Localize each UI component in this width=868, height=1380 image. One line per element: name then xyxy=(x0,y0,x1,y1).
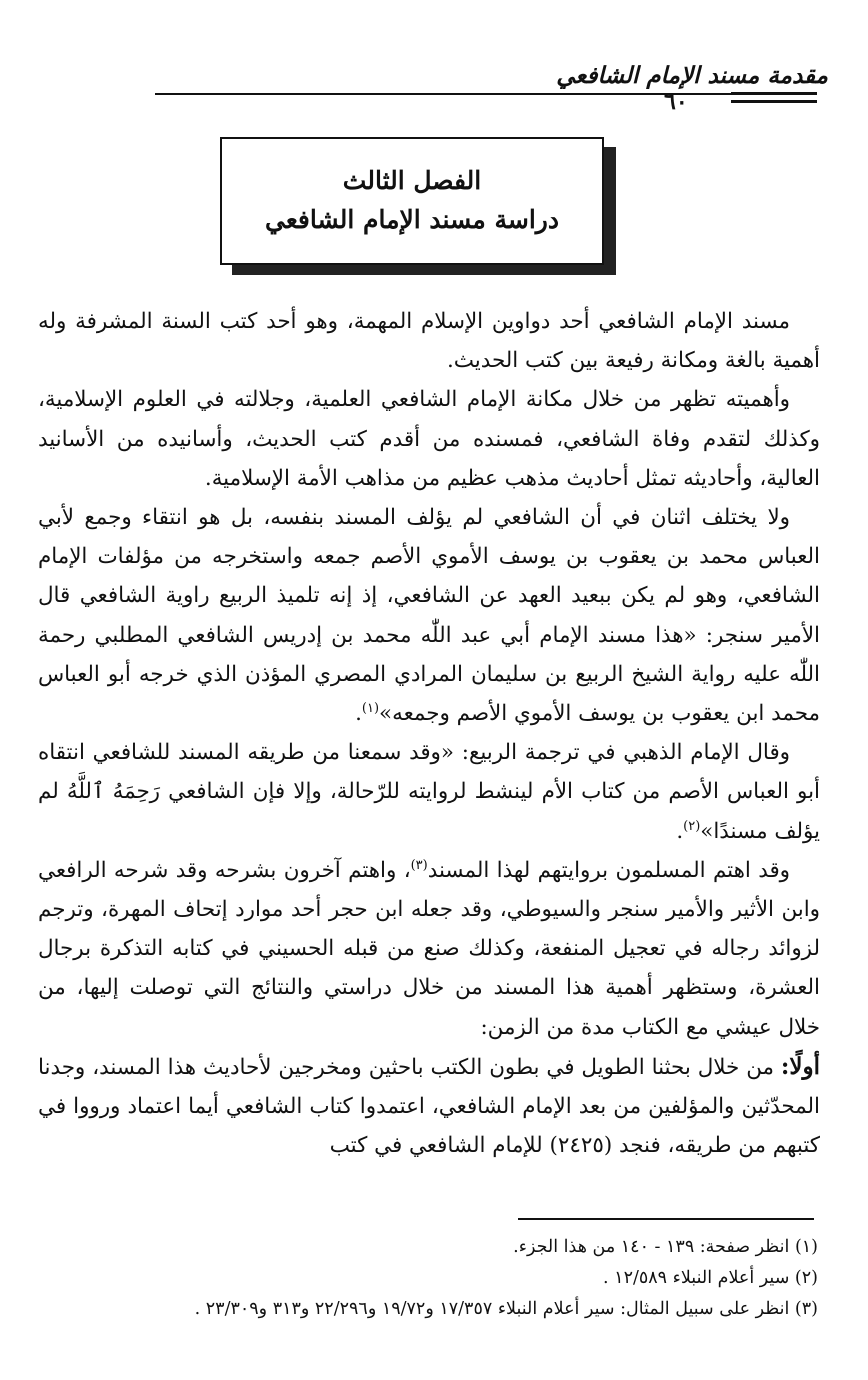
paragraph-2: وأهميته تظهر من خلال مكانة الإمام الشافعي العلمية، وجلالته في العلوم الإسلامية، وكذلك لتقدم وفاة الشافعي، فمسنده من أقدم كتب الحديث، وأسانيده من الأسانيد العالية، وأحاديثه تمثل أحاديث مذهب عظيم من مذاهب الأمة الإسلامية. xyxy=(38,387,820,491)
footnotes xyxy=(38,1232,818,1325)
running-title: مقدمة مسند الإمام الشافعي xyxy=(556,62,828,89)
paragraph-6-text: من خلال بحثنا الطويل في بطون الكتب باحثين ومخرجين لأحاديث هذا المسند، وجدنا المحدّثين والمؤلفين من بعد الإمام الشافعي، اعتمدوا كتاب الشافعي أيما اعتماد ورووا في كتبهم من طريقه، فنجد (٢٤٢٥) للإمام الشافعي في كتب xyxy=(38,1054,820,1159)
paragraph-4-text: وقال الإمام الذهبي في ترجمة الربيع: «وقد سمعنا من طريقه المسند للشافعي انتقاه أبو العباس الأصم من كتاب الأم لينشط لروايته للرّحالة، وإلا فإن الشافعي رَحِمَهُ ٱللَّهُ لم يؤلف مسندًا» xyxy=(38,740,820,844)
paragraph-3 xyxy=(38,498,820,733)
paragraph-6 xyxy=(38,1047,820,1166)
paragraph-6-lead: أولًا: xyxy=(780,1052,820,1080)
decorative-rule-bottom xyxy=(731,100,817,103)
footnote-3: (٣) انظر على سبيل المثال: سير أعلام النبلاء ١٧/٣٥٧ و١٩/٧٢ و٢٢/٢٩٦ و٣١٣ و٢٣/٣٠٩ . xyxy=(194,1299,818,1319)
paragraph-5-text-b: ، واهتم آخرون بشرحه وقد شرحه الرافعي وابن الأثير والأمير سنجر والسيوطي، وقد جعله ابن حجر أحد موارد إتحاف المهرة، وترجم لزوائد رجاله في تعجيل المنفعة، وكذلك صنع من قبله الحسيني في كتابه التذكرة برجال العشرة، وستظهر أهمية هذا المسند من خلال دراستي والنتائج التي توصلت إليها، من خلال عيشي مع الكتاب مدة من الزمن: xyxy=(38,857,820,1040)
body-text xyxy=(38,302,820,1165)
footnote-separator xyxy=(518,1218,814,1220)
paragraph-4 xyxy=(38,733,820,851)
footnote-ref-1[interactable]: (١) xyxy=(361,700,380,716)
footnote-1: (١) انظر صفحة: ١٣٩ - ١٤٠ من هذا الجزء. xyxy=(513,1237,818,1257)
header-rule xyxy=(155,93,813,95)
decorative-rule-top xyxy=(731,92,817,95)
chapter-heading-box xyxy=(220,137,604,265)
chapter-title: الفصل الثالث xyxy=(342,166,482,196)
paragraph-4-end: . xyxy=(676,818,684,844)
paragraph-3-text: ولا يختلف اثنان في أن الشافعي لم يؤلف المسند بنفسه، بل هو انتقاء وجمع لأبي العباس محمد بن يعقوب بن يوسف الأموي الأصم جمعه واستخرجه من مؤلفات الإمام الشافعي، وهو لم يكن ببعيد العهد عن الشافعي، إذ إنه تلميذ الربيع راوية الشافعي قال الأمير سنجر: «هذا مسند الإمام أبي عبد اللّٰه محمد بن إدريس الشافعي المطلبي رحمة اللّٰه عليه رواية الشيخ الربيع بن سليمان المرادي المصري المؤذن الذي خرجه أبو العباس محمد ابن يعقوب بن يوسف الأموي الأصم وجمعه» xyxy=(38,505,820,727)
paragraph-3-end: . xyxy=(355,701,362,727)
page-number: ٦٠ xyxy=(664,89,688,115)
paragraph-5-text-a: وقد اهتم المسلمون بروايتهم لهذا المسند xyxy=(427,857,790,883)
footnote-ref-3[interactable]: (٣) xyxy=(410,857,428,873)
paragraph-1: مسند الإمام الشافعي أحد دواوين الإسلام المهمة، وهو أحد كتب السنة المشرفة وله أهمية بالغة ومكانة رفيعة بين كتب الحديث. xyxy=(38,309,820,374)
paragraph-5 xyxy=(38,851,820,1047)
footnote-ref-2[interactable]: (٢) xyxy=(683,818,701,834)
chapter-subtitle: دراسة مسند الإمام الشافعي xyxy=(265,205,559,234)
footnote-2: (٢) سير أعلام النبلاء ١٢/٥٨٩ . xyxy=(603,1268,818,1288)
